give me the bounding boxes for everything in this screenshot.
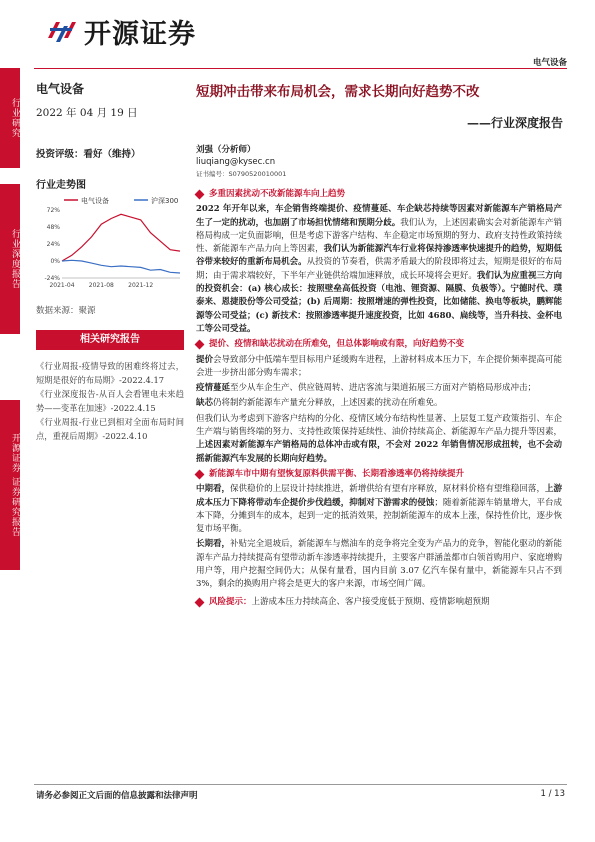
text-run: 但我们认为考虑到下游客户结构的分化、疫情区域分布结构性显著、上层复工复产政策指引、车企生产端与销售终端的努力、支持性政策保持延续性、油价持续高企、新能源车产品力提升等因素，: [196, 413, 562, 438]
section-heading: [196, 188, 562, 201]
related-report-link[interactable]: 《行业周报-疫情导致的困难终将过去，短期是很好的布局期》-2022.4.17: [36, 361, 184, 385]
related-report-link[interactable]: 《行业周报-行业已到相对全面布局时间点，重视后周期》-2022.4.10: [36, 417, 184, 441]
section-heading: [196, 338, 562, 351]
section-paragraph: [196, 354, 562, 381]
section-heading-text: 新能源车市中期有望恢复原料供需平衡、长期看渗透率仍将持续提升: [209, 468, 465, 479]
analyst-email[interactable]: liuqiang@kysec.cn: [196, 157, 276, 167]
legend-label: 电气设备: [81, 197, 109, 205]
trend-chart-title: 行业走势图: [36, 180, 86, 191]
section-paragraph: [196, 413, 562, 466]
text-run: 2022 年开年以来，车企销售终端提价、疫情蔓延、车企缺芯持续等因素对新能源车产销格局产生了一定的扰动，也加剧了市场担忧情绪和预期分歧。: [196, 204, 562, 228]
text-run: 上述因素对新能源车产销格局的总体冲击或有限，不会对 2022 年销售情况形成扭转，也不会动摇新能源汽车发展的长期向好趋势。: [196, 440, 562, 464]
risk-label: 风险提示：: [209, 596, 252, 607]
text-run: 补贴完全退坡后，新能源车与燃油车的竞争将完全变为产品力的竞争，智能化驱动的新能源车产品力持续提高有望带动新车渗透率持续提升，主要客户群涵盖都市白领首购用户、家庭增购用户等，用户挖掘空间仍大；从保有量看，国内目前 3.07 亿汽车保有量中，新能源车只占不到 3%，剩余的换购用户将会是更大的客户来源，市场空间广阔。: [196, 539, 562, 590]
x-tick-label: 2021-08: [88, 282, 114, 289]
text-run: 疫情蔓延: [196, 383, 231, 394]
related-reports-title: 相关研究报告: [36, 330, 184, 350]
y-tick-label: 72%: [46, 207, 60, 214]
text-run: 我们认为新能源汽车行业将保持渗透率快速提升的趋势，短期低谷带来较好的重新布局机会。: [196, 244, 562, 268]
analyst-name: 刘强（分析师）: [196, 145, 256, 155]
text-run: 我们认为应重视三方向的投资机会：(a) 核心成长：按照壁垒高低投资（电池、锂资源、隔膜、负极等）。宁德时代、璞泰来、恩捷股份等公司受益；(b) 后周期：按照增速的弹性投资，比如储能、换电等板块，鹏辉能源等公司受益；(c) 新技术：按照渗透率提升速度投资，比如 4680、扁线等，当升科技、金杯电工等公司受益。: [196, 270, 562, 334]
brand-name: 开源证券: [84, 18, 196, 50]
text-run: 中期看，: [196, 484, 231, 495]
section-paragraph: [196, 203, 562, 336]
investment-rating: 投资评级：看好（维持）: [36, 149, 141, 160]
related-report-link[interactable]: 《行业深度报告-从百人会看锂电未来趋势——变革在加速》-2022.4.15: [36, 389, 184, 413]
text-run: 上游成本压力下降将带动车企提价步伐趋缓，抑制对下游需求的侵蚀: [196, 484, 562, 508]
footer-divider: [34, 784, 567, 785]
y-tick-label: 0%: [50, 258, 60, 265]
page-number: 1 / 13: [540, 789, 565, 799]
report-date: 2022 年 04 月 19 日: [36, 107, 138, 119]
analyst-info: [196, 144, 286, 180]
text-run: 至少从车企生产、供应链周转、进店客流与渠道拓展三方面对产销格局形成冲击；: [230, 383, 537, 394]
series-line: [62, 214, 180, 261]
text-run: 提价: [196, 354, 214, 365]
risk-text: 上游成本压力持续高企、客户接受度低于预期、疫情影响超预期: [251, 596, 490, 607]
text-run: 保供稳价的上层设计持续推进，新增供给有望有序释放，原材料价格有望维稳回落，: [230, 484, 545, 495]
brand-mark-icon: [46, 16, 76, 46]
diamond-bullet-icon: [195, 340, 205, 350]
side-tab-securities-report: 开源证券 证券研究报告: [0, 400, 20, 570]
y-tick-label: 24%: [46, 241, 60, 248]
trend-chart: [36, 194, 184, 294]
header-divider: [34, 68, 567, 69]
text-run: 长期看，: [196, 539, 231, 550]
footer-disclaimer: 请务必参阅正文后面的信息披露和法律声明: [36, 791, 198, 801]
diamond-bullet-icon: [195, 597, 205, 607]
section-paragraph: [196, 382, 562, 395]
text-run: ；随着新能源车销量增大，平台成本下降，分摊到车的成本，起到一定的抵消效果，控制新能源车的成本上涨，保持性价比，逐步恢复市场平衡。: [196, 497, 562, 535]
x-tick-label: 2021-04: [49, 282, 75, 289]
chart-source: 数据来源：聚源: [36, 306, 96, 316]
industry-name: 电气设备: [36, 82, 85, 96]
brand-logo: [46, 12, 196, 50]
text-run: 我们认为，上述因素确实会对新能源车产销格局构成一定负面影响，但是考虑下游客户结构、车企稳定市场预期的努力、政府支持性政策持续性、新能源车产品力向上等因素，: [196, 217, 562, 255]
section-paragraph: [196, 397, 562, 410]
side-tab-industry-research: 行业研究: [0, 68, 20, 168]
series-line: [62, 260, 180, 273]
related-reports-list: [36, 360, 184, 444]
x-tick-label: 2021-12: [128, 282, 154, 289]
section-heading-text: 提价、疫情和缺芯扰动在所难免，但总体影响或有限，向好趋势不变: [209, 339, 465, 350]
y-tick-label: -24%: [44, 275, 60, 282]
diamond-bullet-icon: [195, 469, 205, 479]
trend-chart-svg: [36, 194, 184, 294]
section-heading: [196, 468, 562, 481]
y-tick-label: 48%: [46, 224, 60, 231]
diamond-bullet-icon: [195, 190, 205, 200]
report-body: [196, 186, 562, 611]
legend-label: 沪深300: [151, 197, 179, 205]
side-tab-deep-report: 行业深度报告: [0, 184, 20, 334]
section-paragraph: [196, 538, 562, 591]
header-category: 电气设备: [532, 58, 567, 68]
text-run: 缺芯: [196, 398, 214, 409]
section-paragraph: [196, 483, 562, 536]
text-run: 仍将制约新能源车产量充分释放，上述因素的扰动在所难免。: [213, 398, 443, 409]
section-heading-text: 多重因素扰动不改新能源车向上趋势: [209, 189, 346, 199]
text-run: 从投资的节奏看，供需矛盾最大的阶段即将过去，短期是很好的布局期；由于需求端较好，下半年产业链供给端加速释放，成长环境将会更好。: [196, 257, 562, 281]
report-subtitle: ——行业深度报告: [466, 116, 563, 130]
analyst-cert: 证书编号：S0790520010001: [196, 170, 287, 178]
risk-warning: [196, 596, 562, 609]
text-run: 会导致部分中低端车型目标用户延缓购车进程，上游材料成本压力下，车企提价频率提高可能会进一步挤出部分购车需求；: [196, 354, 562, 378]
report-title: 短期冲击带来布局机会，需求长期向好趋势不改: [196, 84, 480, 100]
